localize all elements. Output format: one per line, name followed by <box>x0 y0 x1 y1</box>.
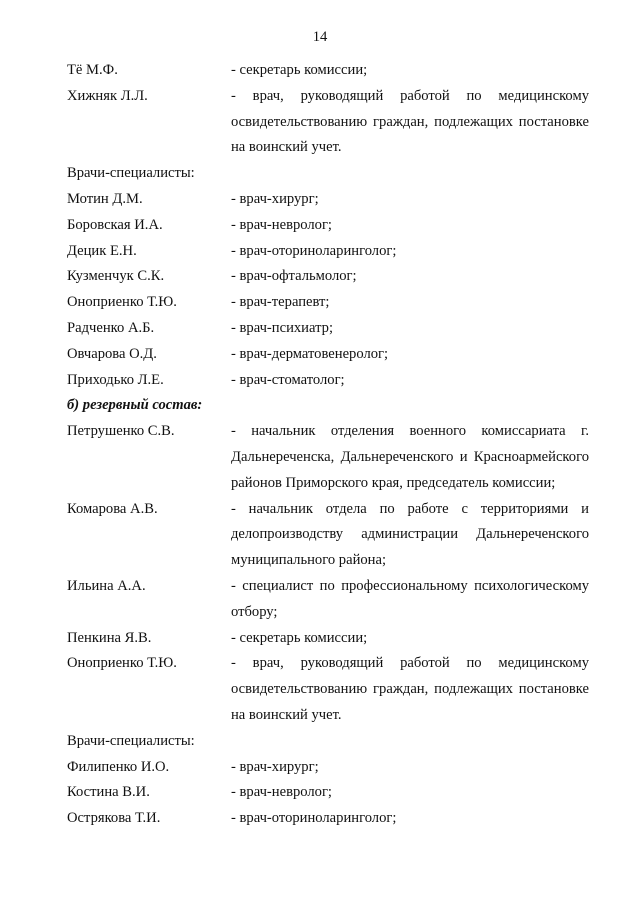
specialist-row <box>67 368 589 394</box>
member-name: Ильина А.А. <box>67 577 146 594</box>
specialist-row <box>67 187 589 213</box>
section-heading-reserve: б) резервный состав: <box>67 397 203 414</box>
specialist-row <box>67 264 589 290</box>
member-role: - врач, руководящий работой по медицинскому освидетельствованию граждан, подлежащих постановке на воинский учет. <box>231 87 589 156</box>
specialist-role: - врач-невролог; <box>231 216 332 233</box>
specialist-name: Радченко А.Б. <box>67 319 155 336</box>
member-role: - специалист по профессиональному психологическому отбору; <box>231 577 589 620</box>
specialist-name: Мотин Д.М. <box>67 190 143 207</box>
specialist-role: - врач-хирург; <box>231 190 319 207</box>
specialist-name: Острякова Т.И. <box>67 810 161 827</box>
member-role: - секретарь комиссии; <box>231 629 368 646</box>
specialist-row <box>67 806 589 832</box>
specialist-role: - врач-стоматолог; <box>231 371 345 388</box>
member-role: - начальник отдела по работе с территориями и делопроизводству администрации Дальнереченского муниципального района; <box>231 500 589 569</box>
reserve-member-row <box>67 574 589 626</box>
reserve-member-row <box>67 626 589 652</box>
specialist-row <box>67 290 589 316</box>
specialist-name: Децик Е.Н. <box>67 242 137 259</box>
section-heading-specialists: Врачи-специалисты: <box>67 165 195 182</box>
reserve-member-row <box>67 497 589 574</box>
specialist-role: - врач-психиатр; <box>231 319 333 336</box>
section-heading-specialists: Врачи-специалисты: <box>67 732 195 749</box>
specialist-role: - врач-дерматовенеролог; <box>231 345 389 362</box>
specialist-role: - врач-оториноларинголог; <box>231 242 397 259</box>
member-row <box>67 58 589 84</box>
page-number: 14 <box>312 29 328 45</box>
reserve-member-row <box>67 419 589 496</box>
member-role: - секретарь комиссии; <box>231 62 368 78</box>
specialist-name: Оноприенко Т.Ю. <box>67 294 177 311</box>
member-name: Петрушенко С.В. <box>67 423 175 440</box>
member-name: Хижняк Л.Л. <box>67 87 148 104</box>
specialist-role: - врач-офтальмолог; <box>231 268 357 285</box>
member-row <box>67 84 589 161</box>
specialist-row <box>67 213 589 239</box>
member-name: Комарова А.В. <box>67 500 158 517</box>
specialist-row <box>67 342 589 368</box>
specialist-role: - врач-невролог; <box>231 784 332 801</box>
member-name: Оноприенко Т.Ю. <box>67 655 177 672</box>
specialist-role: - врач-хирург; <box>231 758 319 775</box>
specialist-name: Кузменчук С.К. <box>67 268 165 285</box>
specialist-row <box>67 780 589 806</box>
specialist-name: Овчарова О.Д. <box>67 345 157 362</box>
specialist-row <box>67 239 589 265</box>
specialist-name: Приходько Л.Е. <box>67 371 164 388</box>
specialist-row <box>67 755 589 781</box>
document-body <box>67 58 589 832</box>
member-name: Тё М.Ф. <box>67 62 118 78</box>
specialist-row <box>67 316 589 342</box>
member-role: - врач, руководящий работой по медицинскому освидетельствованию граждан, подлежащих постановке на воинский учет. <box>231 655 589 723</box>
member-role: - начальник отделения военного комиссариата г. Дальнереченска, Дальнереченского и Красноармейского районов Приморского края, председатель комиссии; <box>231 423 589 491</box>
specialist-role: - врач-терапевт; <box>231 294 330 311</box>
specialist-name: Костина В.И. <box>67 784 150 801</box>
specialist-role: - врач-оториноларинголог; <box>231 810 397 827</box>
specialist-name: Боровская И.А. <box>67 216 163 233</box>
reserve-member-row <box>67 651 589 728</box>
member-name: Пенкина Я.В. <box>67 629 152 646</box>
specialist-name: Филипенко И.О. <box>67 758 170 775</box>
